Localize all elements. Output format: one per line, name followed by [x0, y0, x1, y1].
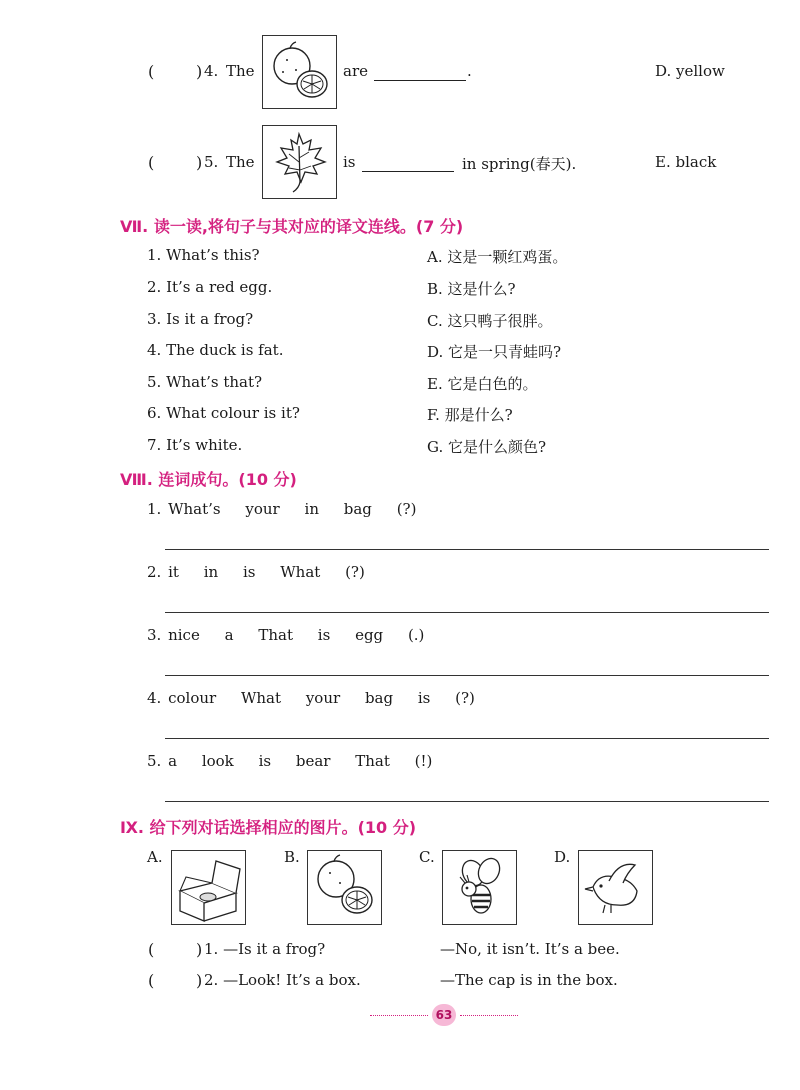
translation-d[interactable]: D. 它是一只青蛙吗? [427, 343, 562, 361]
footer-divider-right [460, 1015, 518, 1016]
leaf-picture [262, 125, 337, 199]
word: bag [364, 689, 394, 707]
english-sentence-2[interactable]: 2. It’s a red egg. [147, 278, 273, 296]
english-sentence-4[interactable]: 4. The duck is fat. [147, 341, 284, 359]
word: is [258, 752, 272, 770]
answer-paren-close: ) [196, 940, 203, 959]
page-footer [370, 1004, 520, 1028]
word: in [203, 563, 219, 581]
answer-paren-close: ) [196, 153, 203, 172]
dialogue-reply: —The cap is in the box. [440, 971, 618, 989]
item-number: 1. [147, 500, 162, 518]
dialogue-answer-2[interactable] [176, 971, 194, 993]
answer-line-5[interactable] [165, 801, 769, 802]
footer-divider-left [370, 1015, 428, 1016]
word-order-item-5 [147, 752, 452, 770]
word: What [280, 563, 321, 581]
word: is [242, 563, 256, 581]
bee-icon [443, 851, 516, 924]
punctuation-hint: (?) [345, 563, 365, 581]
word: bag [343, 500, 372, 518]
item-number: 4. [147, 689, 162, 707]
picture-letter-c: C. [419, 848, 435, 866]
translation-a[interactable]: A. 这是一颗红鸡蛋。 [427, 248, 568, 266]
punctuation-hint: (?) [396, 500, 417, 518]
word-the: The [226, 62, 255, 80]
fill-blank-4[interactable] [374, 80, 466, 81]
english-sentence-7[interactable]: 7. It’s white. [147, 436, 243, 454]
answer-line-2[interactable] [165, 612, 769, 613]
word: That [355, 752, 390, 770]
answer-paren-close: ) [196, 62, 203, 81]
word: in [304, 500, 319, 518]
answer-paren-close: ) [196, 971, 203, 990]
word-are: are [343, 62, 368, 80]
orange-icon [263, 36, 336, 108]
orange-picture [262, 35, 337, 109]
dialogue-question: 1. —Is it a frog? [204, 940, 326, 958]
word: your [305, 689, 341, 707]
section-8-heading: Ⅷ. 连词成句。(10 分) [120, 470, 297, 489]
option-e: E. black [655, 153, 717, 171]
translation-g[interactable]: G. 它是什么颜色? [427, 438, 547, 456]
question-number: 4. [204, 62, 219, 80]
dialogue-answer-1[interactable] [176, 940, 194, 962]
word: What [240, 689, 282, 707]
word: it [168, 563, 179, 581]
word: look [201, 752, 234, 770]
section-9-heading: Ⅸ. 给下列对话选择相应的图片。(10 分) [120, 818, 417, 837]
item-number: 3. [147, 626, 162, 644]
picture-c[interactable] [442, 850, 517, 925]
translation-e[interactable]: E. 它是白色的。 [427, 375, 538, 393]
word: is [317, 626, 331, 644]
word-the: The [226, 153, 255, 171]
item-number: 5. [147, 752, 162, 770]
question-number: 5. [204, 153, 219, 171]
english-sentence-5[interactable]: 5. What’s that? [147, 373, 263, 391]
word: a [224, 626, 234, 644]
period: . [467, 62, 472, 80]
picture-letter-b: B. [284, 848, 300, 866]
punctuation-hint: (.) [407, 626, 425, 644]
word: is [417, 689, 431, 707]
punctuation-hint: (?) [455, 689, 475, 707]
word: a [168, 752, 178, 770]
word-is: is [343, 153, 356, 171]
answer-paren-open: ( [148, 971, 155, 990]
english-sentence-6[interactable]: 6. What colour is it? [147, 404, 300, 422]
picture-b[interactable] [307, 850, 382, 925]
dialogue-question: 2. —Look! It’s a box. [204, 971, 361, 989]
translation-b[interactable]: B. 这是什么? [427, 280, 516, 298]
picture-letter-a: A. [147, 848, 163, 866]
word-order-item-1 [147, 500, 436, 518]
punctuation-hint: (!) [414, 752, 433, 770]
box-icon [172, 851, 245, 924]
section-7-heading: Ⅶ. 读一读,将句子与其对应的译文连线。(7 分) [120, 217, 464, 236]
picture-letter-d: D. [554, 848, 571, 866]
picture-a[interactable] [171, 850, 246, 925]
word: That [258, 626, 293, 644]
word-order-item-4 [147, 689, 495, 707]
leaf-icon [263, 126, 336, 198]
answer-blank-4[interactable] [176, 62, 194, 84]
answer-line-1[interactable] [165, 549, 769, 550]
answer-line-3[interactable] [165, 675, 769, 676]
word: your [245, 500, 280, 518]
answer-paren-open: ( [148, 940, 155, 959]
word: colour [168, 689, 217, 707]
word-order-item-2 [147, 563, 385, 581]
sentence-rest: in spring(春天). [462, 155, 577, 173]
translation-c[interactable]: C. 这只鸭子很胖。 [427, 312, 553, 330]
answer-line-4[interactable] [165, 738, 769, 739]
item-number: 2. [147, 563, 162, 581]
word: What’s [168, 500, 221, 518]
bird-icon [579, 851, 652, 924]
fill-blank-5[interactable] [362, 171, 454, 172]
page-number: 63 [432, 1004, 456, 1026]
word: nice [168, 626, 200, 644]
orange-icon [308, 851, 381, 924]
translation-f[interactable]: F. 那是什么? [427, 406, 513, 424]
english-sentence-3[interactable]: 3. Is it a frog? [147, 310, 254, 328]
dialogue-reply: —No, it isn’t. It’s a bee. [440, 940, 620, 958]
word: egg [355, 626, 384, 644]
answer-paren-open: ( [148, 153, 155, 172]
picture-d[interactable] [578, 850, 653, 925]
answer-blank-5[interactable] [176, 153, 194, 175]
word-order-item-3 [147, 626, 444, 644]
option-d: D. yellow [655, 62, 725, 80]
answer-paren-open: ( [148, 62, 155, 81]
english-sentence-1[interactable]: 1. What’s this? [147, 246, 260, 264]
word: bear [295, 752, 331, 770]
